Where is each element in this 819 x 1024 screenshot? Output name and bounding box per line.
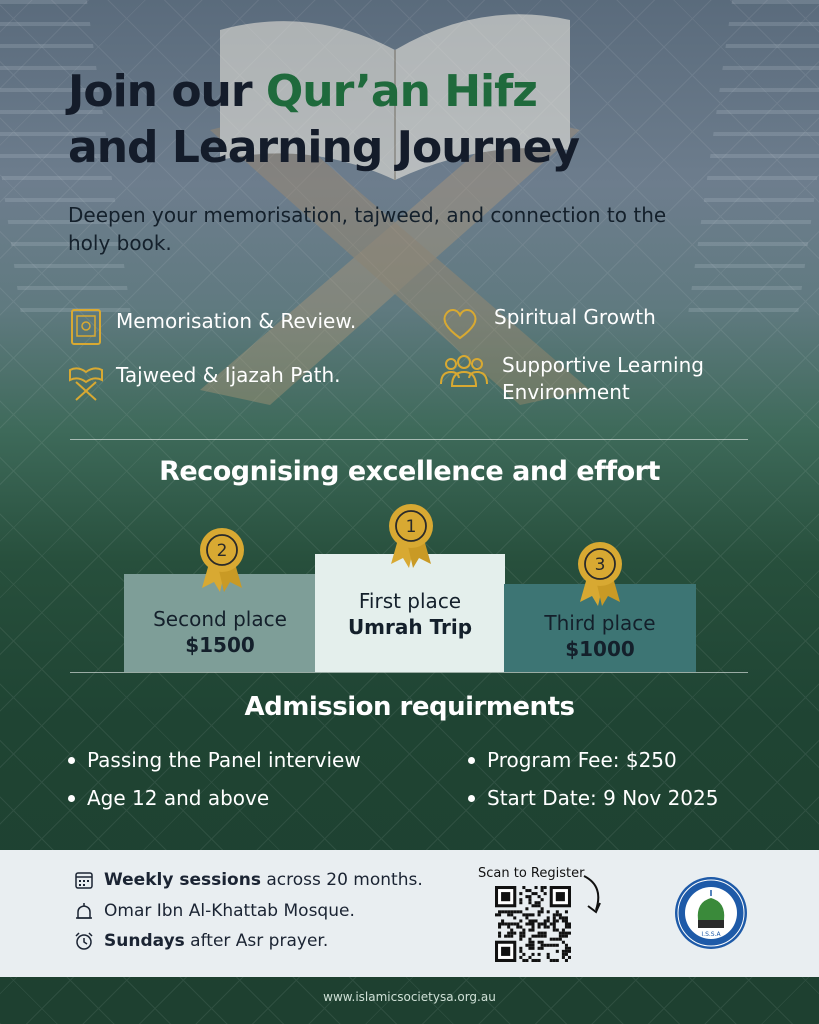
divider [70, 439, 748, 440]
feature-supportive-environment [438, 352, 758, 406]
scan-to-register-label: Scan to Register [478, 866, 585, 881]
title-line2: and Learning Journey [68, 122, 580, 173]
feature-label: Supportive Learning Environment [502, 353, 704, 404]
podium-prize: $1000 [565, 637, 635, 661]
podium-place-label: Third place [544, 611, 656, 635]
feature-memorisation [68, 308, 356, 348]
feature-label: Spiritual Growth [494, 305, 656, 329]
requirement-text: Age 12 and above [87, 786, 270, 810]
calendar-icon [74, 870, 94, 890]
medal-icon [196, 526, 248, 596]
podium-prize: Umrah Trip [347, 615, 473, 639]
heart-icon [438, 304, 482, 344]
divider [70, 672, 748, 673]
quran-book-icon [68, 308, 104, 348]
detail-text: after Asr prayer. [184, 931, 329, 951]
title-line1-prefix: Join our [68, 66, 266, 117]
requirement-item [468, 747, 677, 773]
medal-icon [385, 502, 437, 572]
podium-place-label: Second place [153, 607, 287, 631]
admission-heading: Admission requirments [244, 692, 575, 722]
bullet [468, 757, 475, 764]
detail-bold: Weekly sessions [104, 870, 261, 890]
subtitle: Deepen your memorisation, tajweed, and connection to the holy book. [68, 203, 667, 255]
title-highlight: Qur’an Hifz [265, 66, 537, 117]
bullet [468, 795, 475, 802]
requirement-item [468, 785, 718, 811]
issa-logo[interactable] [674, 876, 748, 950]
logo-abbr: I.S.S.A [701, 931, 721, 938]
requirement-text: Start Date: 9 Nov 2025 [487, 786, 719, 810]
awards-heading: Recognising excellence and effort [159, 456, 660, 487]
medal-icon [574, 540, 626, 610]
feature-label: Tajweed & Ijazah Path. [116, 363, 341, 387]
detail-schedule [74, 870, 423, 890]
reading-stand-icon [68, 362, 104, 402]
people-group-icon [438, 352, 490, 392]
detail-text: Omar Ibn Al-Khattab Mosque. [104, 901, 355, 921]
bullet [68, 757, 75, 764]
feature-label: Memorisation & Review. [116, 309, 357, 333]
requirement-text: Passing the Panel interview [87, 748, 361, 772]
podium-place-label: First place [358, 589, 462, 613]
requirement-item [68, 747, 361, 773]
feature-spiritual-growth [438, 304, 656, 344]
mosque-icon [74, 901, 94, 921]
page-title [68, 64, 708, 176]
detail-bold: Sundays [104, 931, 185, 951]
podium-prize: $1500 [185, 633, 255, 657]
feature-tajweed [68, 362, 340, 402]
bullet [68, 795, 75, 802]
website-url[interactable]: www.islamicsocietysa.org.au [323, 990, 496, 1004]
detail-time [74, 931, 328, 951]
registration-qr-code[interactable] [495, 886, 571, 962]
curved-arrow-icon [578, 872, 608, 922]
detail-location [74, 901, 355, 921]
medal-rank: 3 [594, 555, 606, 575]
medal-rank: 1 [405, 517, 417, 537]
detail-text: across 20 months. [260, 870, 423, 890]
requirement-item [68, 785, 269, 811]
alarm-clock-icon [74, 931, 94, 951]
requirement-text: Program Fee: $250 [487, 748, 677, 772]
medal-rank: 2 [216, 541, 228, 561]
